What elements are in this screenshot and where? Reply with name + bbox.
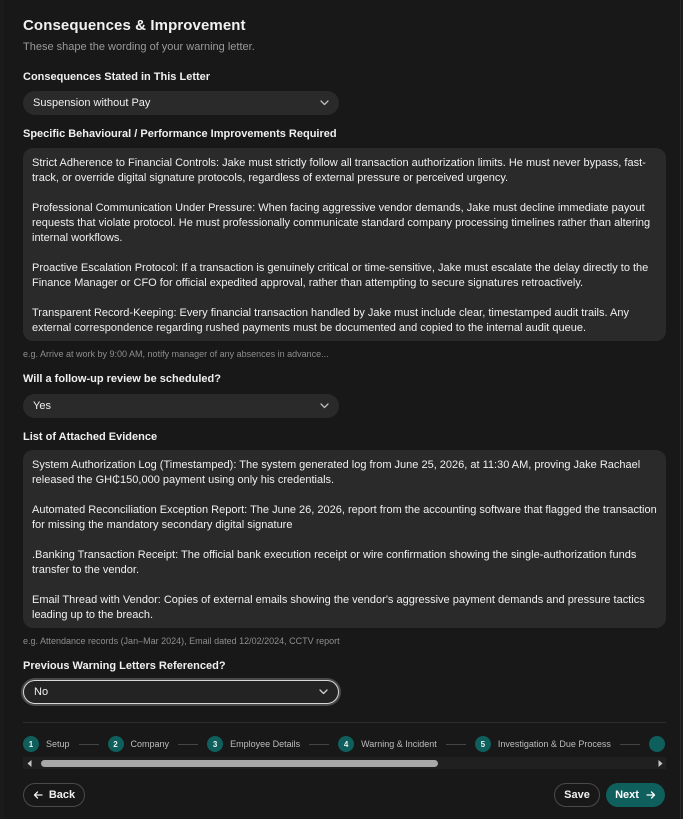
follow-up-label: Will a follow-up review be scheduled? (23, 373, 221, 385)
step-investigation[interactable] (475, 736, 611, 752)
step-employee-details[interactable] (207, 736, 300, 752)
improvements-hint: e.g. Arrive at work by 9:00 AM, notify manager of any absences in advance... (23, 349, 329, 359)
save-button[interactable] (554, 783, 600, 807)
evidence-paragraph: Email Thread with Vendor: Copies of external emails showing the vendor's aggressive payment demands and pressure tactics leading up to the breach. (32, 594, 645, 621)
form-panel (4, 0, 681, 819)
previous-warnings-select[interactable] (23, 680, 339, 704)
previous-warnings-value: No (34, 686, 49, 698)
step-company[interactable] (108, 736, 170, 752)
section-title: Consequences & Improvement (23, 17, 246, 34)
save-label: Save (564, 789, 590, 801)
improvement-paragraph: Proactive Escalation Protocol: If a transaction is genuinely critical or time-sensitive, Jake must escalate the delay directly to the Finance Manager or CFO for official expedited approval, rather than attempting to secure signatures retroactively. (32, 262, 649, 289)
step-warning-incident[interactable] (338, 736, 437, 752)
evidence-paragraph: .Banking Transaction Receipt: The official bank execution receipt or wire confirmation showing the single-authorization funds transfer to the vendor. (32, 549, 637, 576)
section-subtitle: These shape the wording of your warning letter. (23, 41, 255, 53)
back-label: Back (48, 789, 76, 801)
follow-up-select[interactable] (23, 394, 339, 418)
next-label: Next (615, 789, 639, 801)
evidence-paragraph: System Authorization Log (Timestamped): The system generated log from June 25, 2026, at 11:30 AM, proving Jake Rachael released the GH₵150,000 payment using only his credentials. (32, 459, 641, 486)
follow-up-value: Yes (33, 400, 51, 412)
improvement-paragraph: Strict Adherence to Financial Controls: Jake must strictly follow all transaction authorization limits. He must never bypass, fast-track, or override digital signature protocols, regardless of external pressure or perceived urgency. (32, 157, 646, 184)
step-label: Company (130, 739, 170, 749)
step-next-partial[interactable] (649, 736, 665, 752)
step-number: 1 (23, 736, 39, 752)
improvements-textarea[interactable] (23, 148, 666, 341)
step-number (649, 736, 665, 752)
arrow-right-icon (646, 791, 656, 799)
step-number: 5 (475, 736, 491, 752)
scroll-right-icon[interactable] (654, 757, 666, 769)
step-label: Warning & Incident (361, 739, 437, 749)
step-label: Setup (46, 739, 70, 749)
consequences-select[interactable] (23, 91, 339, 115)
scrollbar-thumb[interactable] (41, 760, 438, 767)
evidence-hint: e.g. Attendance records (Jan–Mar 2024), Email dated 12/02/2024, CCTV report (23, 636, 340, 646)
step-connector (79, 744, 99, 745)
evidence-label: List of Attached Evidence (23, 431, 158, 443)
improvement-paragraph: Transparent Record-Keeping: Every financial transaction handled by Jake must include clear, timestamped audit trails. Any external correspondence regarding rushed payments must be documented and copied to the internal audit queue. (32, 307, 629, 334)
next-button[interactable] (606, 783, 665, 807)
consequences-value: Suspension without Pay (33, 97, 151, 109)
progress-stepper (23, 734, 666, 754)
arrow-left-icon (33, 791, 43, 799)
step-connector (620, 744, 640, 745)
step-label: Employee Details (230, 739, 301, 749)
back-button[interactable] (23, 783, 85, 807)
step-connector (309, 744, 329, 745)
chevron-down-icon (319, 98, 329, 108)
step-number: 2 (108, 736, 124, 752)
improvement-paragraph: Professional Communication Under Pressure: When facing aggressive vendor demands, Jake must decline immediate payout requests that violate protocol. He must professionally communicate standard company processing timelines rather than altering internal workflows. (32, 202, 651, 244)
step-connector (178, 744, 198, 745)
improvements-label: Specific Behavioural / Performance Improvements Required (23, 128, 337, 140)
step-number: 4 (338, 736, 354, 752)
chevron-down-icon (319, 401, 329, 411)
step-setup[interactable] (23, 736, 70, 752)
step-connector (446, 744, 466, 745)
footer-divider (23, 722, 666, 723)
step-label: Investigation & Due Process (497, 739, 611, 749)
step-number: 3 (207, 736, 223, 752)
chevron-down-icon (318, 687, 328, 697)
consequences-label: Consequences Stated in This Letter (23, 71, 211, 83)
scroll-left-icon[interactable] (23, 757, 35, 769)
evidence-paragraph: Automated Reconciliation Exception Report: The June 26, 2026, report from the accounting software that flagged the transaction for missing the mandatory secondary digital signature (32, 504, 657, 531)
previous-warnings-label: Previous Warning Letters Referenced? (23, 660, 226, 672)
horizontal-scrollbar[interactable] (23, 757, 666, 769)
evidence-textarea[interactable] (23, 450, 666, 628)
